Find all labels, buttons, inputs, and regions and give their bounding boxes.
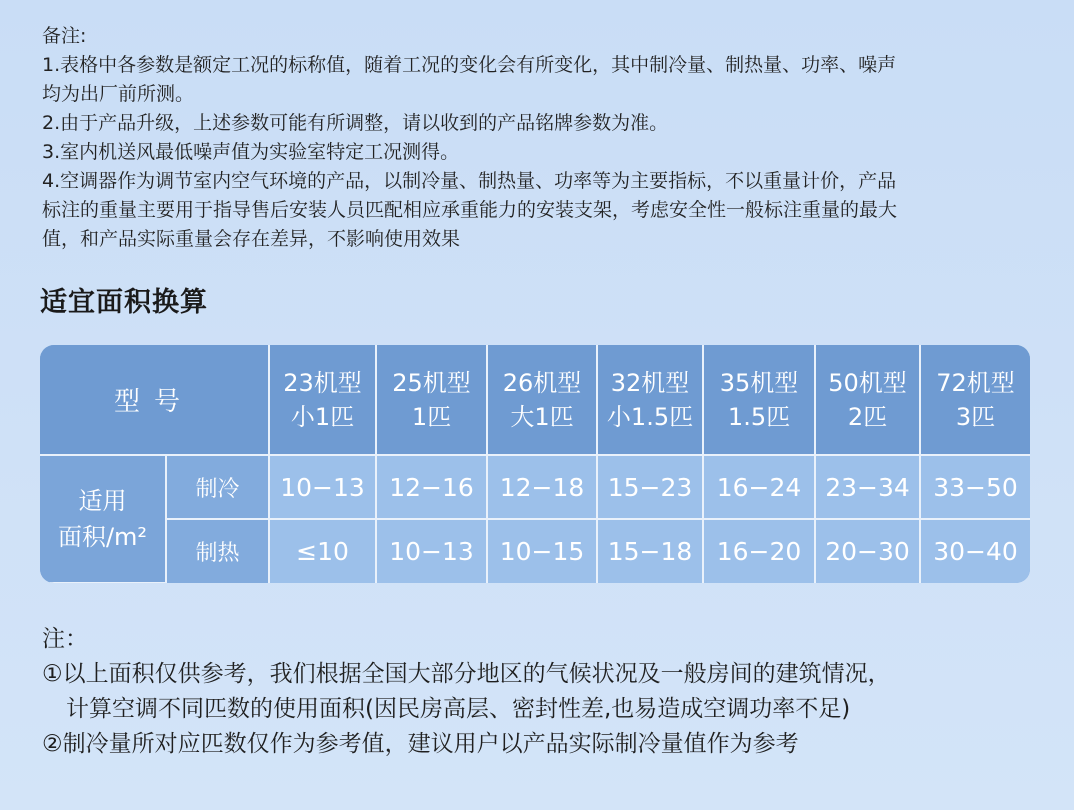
mode-cooling: 制冷: [166, 455, 269, 519]
table-cell: 33−50: [920, 455, 1030, 519]
table-cell: 20−30: [815, 519, 920, 583]
model-name: 50机型: [828, 368, 907, 397]
note-line: 4.空调器作为调节室内空气环境的产品，以制冷量、制热量、功率等为主要指标，不以重量计价，产品: [42, 170, 897, 192]
table-cell: 10−13: [376, 519, 487, 583]
table-cell: 15−23: [597, 455, 703, 519]
note-line: 3.室内机送风最低噪声值为实验室特定工况测得。: [42, 141, 460, 163]
table-cell: ≤10: [269, 519, 376, 583]
table-header-row: [40, 345, 1030, 455]
model-column-header: [597, 345, 703, 455]
model-column-header: [920, 345, 1030, 455]
model-column-header: [703, 345, 815, 455]
section-title: 适宜面积换算: [40, 287, 208, 318]
area-table-container: [40, 345, 1030, 583]
model-capacity: 1.5匹: [727, 402, 791, 431]
table-row-cooling: [40, 455, 1030, 519]
model-capacity: 小1.5匹: [606, 402, 694, 431]
model-name: 25机型: [392, 368, 471, 397]
model-column-header: [376, 345, 487, 455]
table-cell: 15−18: [597, 519, 703, 583]
table-cell: 12−18: [487, 455, 597, 519]
model-name: 35机型: [719, 368, 799, 397]
table-row-heating: [40, 519, 1030, 583]
model-name: 23机型: [283, 368, 362, 397]
model-column-header: [815, 345, 920, 455]
table-cell: 10−13: [269, 455, 376, 519]
area-table: [40, 345, 1030, 583]
table-cell: 10−15: [487, 519, 597, 583]
model-name: 26机型: [502, 368, 582, 397]
note-line: 均为出厂前所测。: [42, 83, 195, 105]
notes-section: [42, 22, 1042, 254]
table-cell: 16−24: [703, 455, 815, 519]
model-capacity: 3匹: [955, 402, 996, 431]
model-capacity: 大1匹: [510, 402, 574, 431]
footnote-line: ②制冷量所对应匹数仅作为参考值，建议用户以产品实际制冷量值作为参考: [42, 731, 799, 757]
footnote-line: ①以上面积仅供参考，我们根据全国大部分地区的气候状况及一般房间的建筑情况，: [42, 661, 891, 687]
model-name: 72机型: [936, 368, 1015, 397]
footnote-line: 计算空调不同匹数的使用面积(因民房高层、密封性差,也易造成空调功率不足): [66, 696, 851, 722]
model-header: 型号: [40, 345, 269, 455]
model-column-header: [269, 345, 376, 455]
footnote-section: [42, 622, 1042, 762]
model-capacity: 1匹: [411, 402, 452, 431]
table-cell: 30−40: [920, 519, 1030, 583]
note-line: 2.由于产品升级，上述参数可能有所调整，请以收到的产品铭牌参数为准。: [42, 112, 669, 134]
footnote-title: 注：: [42, 626, 88, 652]
area-label-line2: 面积/m²: [57, 523, 148, 551]
model-column-header: [487, 345, 597, 455]
table-cell: 16−20: [703, 519, 815, 583]
area-label-line1: 适用: [78, 487, 127, 515]
notes-title: 备注:: [42, 25, 87, 47]
note-line: 值，和产品实际重量会存在差异，不影响使用效果: [42, 228, 461, 250]
note-line: 1.表格中各参数是额定工况的标称值，随着工况的变化会有所变化，其中制冷量、制热量、功率、噪声: [42, 54, 897, 76]
model-capacity: 小1匹: [290, 402, 355, 431]
model-capacity: 2匹: [847, 402, 888, 431]
mode-heating: 制热: [166, 519, 269, 583]
table-cell: 12−16: [376, 455, 487, 519]
area-label-cell: [40, 455, 166, 583]
note-line: 标注的重量主要用于指导售后安装人员匹配相应承重能力的安装支架，考虑安全性一般标注重量的最大: [42, 199, 898, 221]
table-cell: 23−34: [815, 455, 920, 519]
model-name: 32机型: [610, 368, 690, 397]
